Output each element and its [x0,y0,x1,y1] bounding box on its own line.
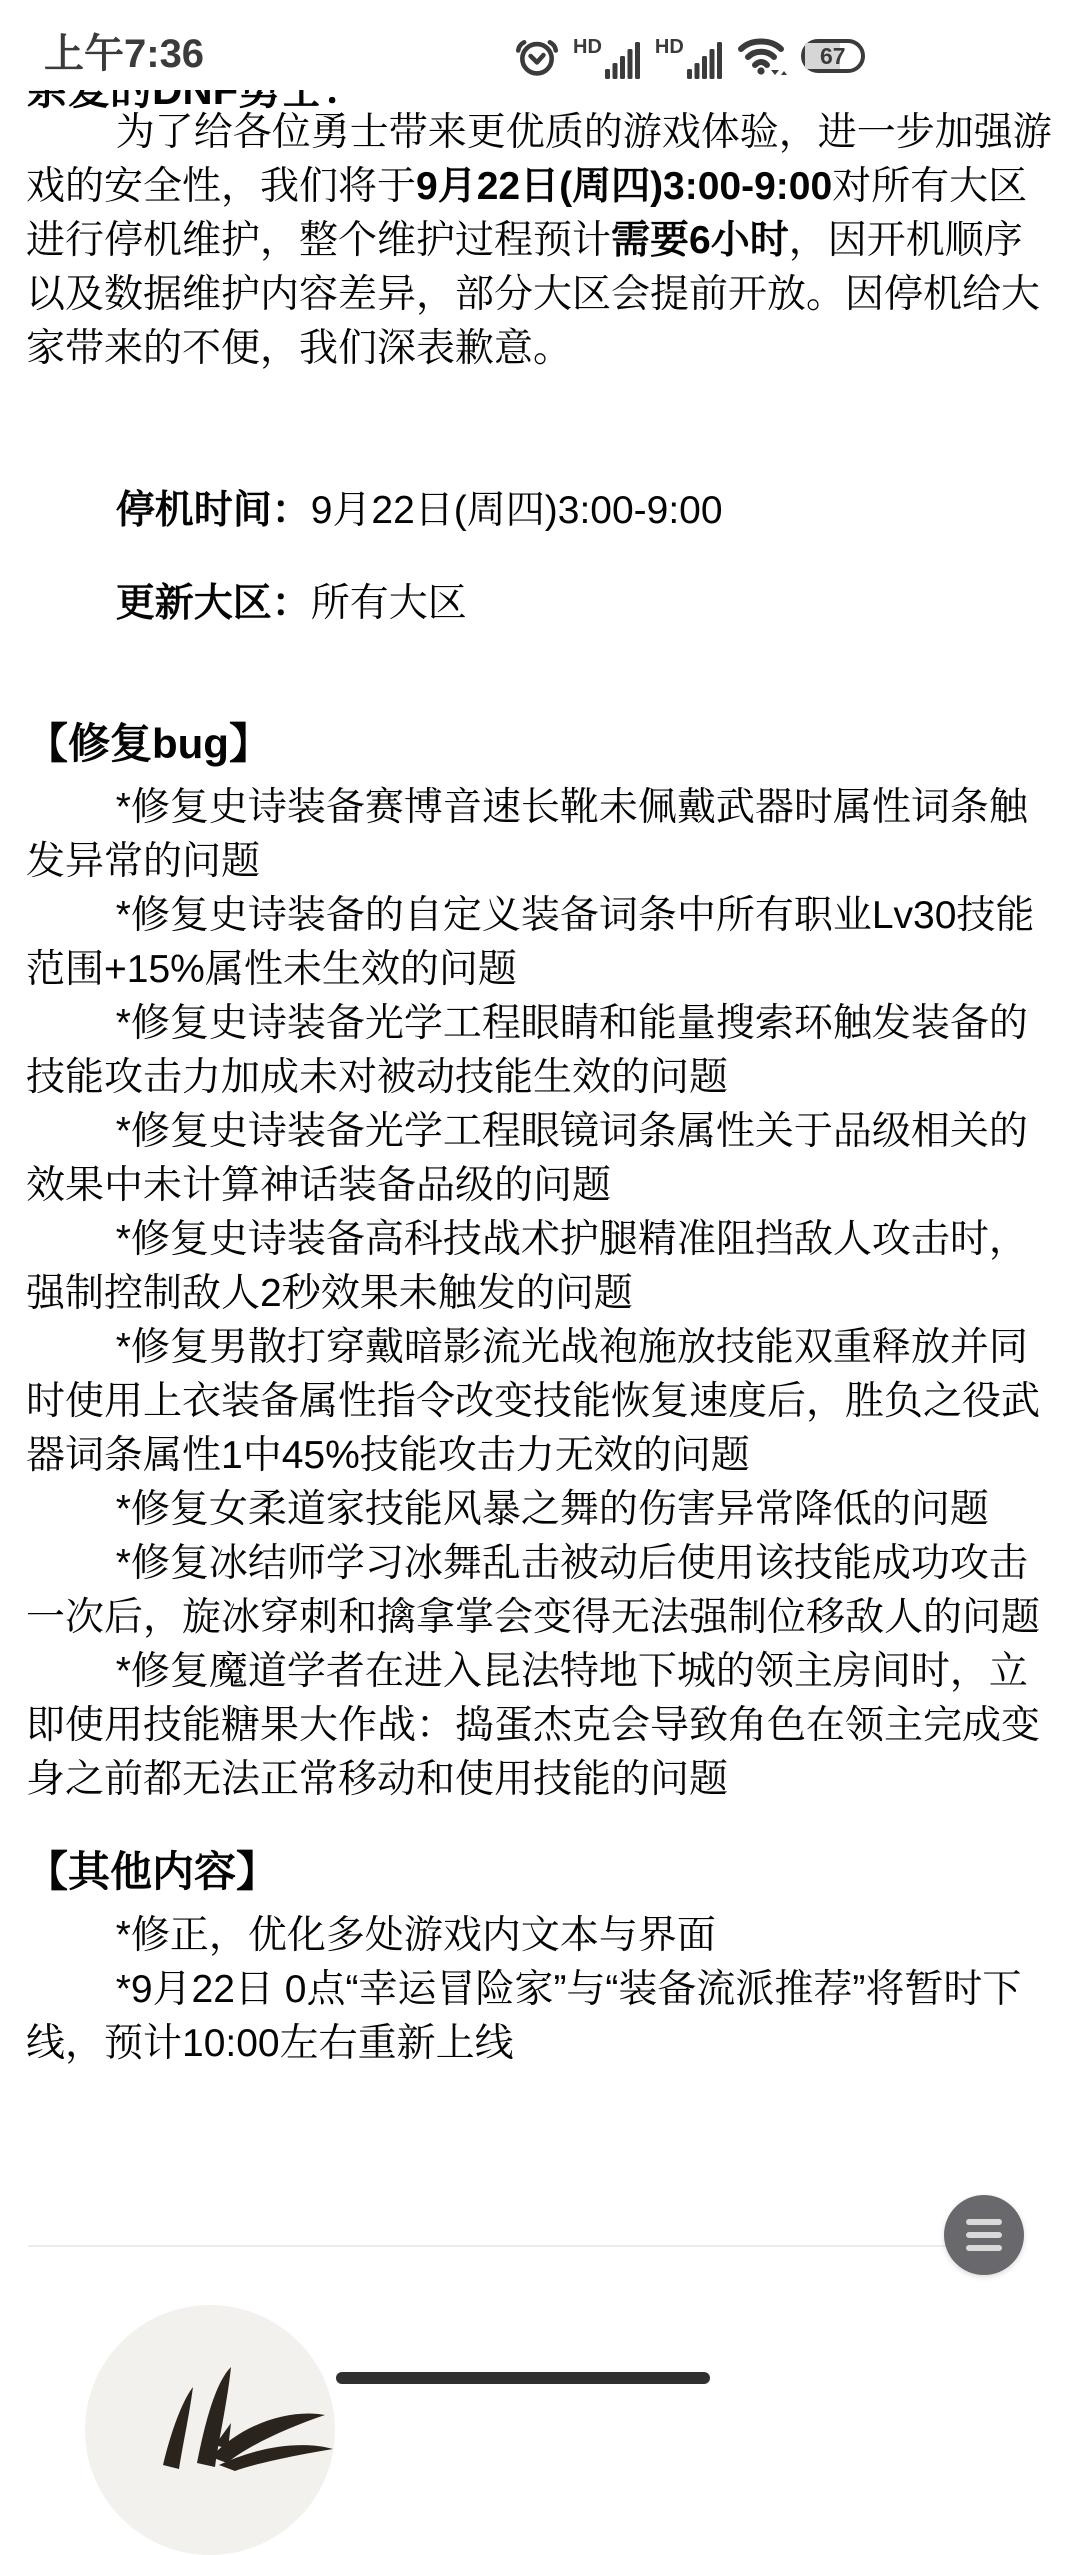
list-item: *修复史诗装备光学工程眼睛和能量搜索环触发装备的技能攻击力加成未对被动技能生效的问题 [26,1002,1028,1099]
clock-time: 上午7:36 [44,32,205,76]
battery-percent: 67 [819,42,846,69]
list-item: *修复史诗装备光学工程眼镜词条属性关于品级相关的效果中未计算神话装备品级的问题 [26,1110,1028,1207]
signal-bars-icon [605,39,641,79]
announcement-content[interactable] [0,64,1080,2071]
signal-group-2 [655,33,723,79]
list-item: *修复男散打穿戴暗影流光战袍施放技能双重释放并同时使用上衣装备属性指令改变技能恢复速度后，胜负之役武器词条属性1中45%技能攻击力无效的问题 [26,1326,1041,1477]
list-item: *修复史诗装备高科技战术护腿精准阻挡敌人攻击时，强制控制敌人2秒效果未触发的问题 [26,1218,1028,1315]
section-title: 【修复bug】 [26,720,271,767]
signal-group-1 [573,33,641,79]
divider [28,2245,956,2247]
list-item: *修复魔道学者在进入昆法特地下城的领主房间时，立即使用技能糖果大作战：捣蛋杰克会导致角色在领主完成变身之前都无法正常移动和使用技能的问题 [26,1650,1041,1801]
list-item: *9月22日 0点“幸运冒险家”与“装备流派推荐”将暂时下线，预计10:00左右重新上线 [26,1968,1022,2065]
signal-bars-icon [687,39,723,79]
list-item: *修复史诗装备的自定义装备词条中所有职业Lv30技能范围+15%属性未生效的问题 [26,894,1035,991]
decorative-avatar-image [85,2305,335,2555]
intro-pre: 为了给各位勇士带来更优质的游戏体验，进一步加强游戏的安全性，我们将于 [26,111,1052,208]
downtime-value: 9月22日(周四)3:00-9:00 [310,489,723,532]
hd-label: HD [573,36,602,58]
section-title: 【其他内容】 [26,1848,279,1895]
intro-mid: 对所有大区进行停机维护，整个维护过程预计 [26,165,1028,262]
maintenance-info [26,484,1060,631]
regions-line [26,577,1060,631]
intro-post: ，因开机顺序以及数据维护内容差异，部分大区会提前开放。因停机给大家带来的不便，我们深表歉意。 [26,219,1041,370]
content-section [26,1843,1060,2071]
status-bar [0,0,1080,90]
menu-fab-button[interactable] [944,2195,1024,2275]
home-indicator[interactable] [336,2372,710,2384]
list-item: *修复史诗装备赛博音速长靴未佩戴武器时属性词条触发异常的问题 [26,786,1028,883]
regions-label: 更新大区： [115,582,311,625]
status-icons [515,30,865,82]
list-item: *修复女柔道家技能风暴之舞的伤害异常降低的问题 [115,1488,989,1531]
list-item: *修复冰结师学习冰舞乱击被动后使用该技能成功攻击一次后，旋冰穿刺和擒拿掌会变得无法强制位移敌人的问题 [26,1542,1041,1639]
alarm-icon [515,33,559,79]
downtime-line [26,484,1060,538]
wifi-icon [737,34,787,78]
content-section [26,715,1060,1807]
list-item: *修正，优化多处游戏内文本与界面 [115,1914,716,1957]
hd-label: HD [654,36,684,58]
hamburger-icon [966,2219,1002,2251]
intro-paragraph [26,106,1060,376]
sections [26,715,1060,2071]
intro-maintenance-time: 9月22日(周四)3:00-9:00 [416,165,833,208]
regions-value: 所有大区 [310,582,467,625]
battery-icon [801,39,865,73]
downtime-label: 停机时间： [115,489,311,532]
intro-duration: 需要6小时 [611,219,789,262]
